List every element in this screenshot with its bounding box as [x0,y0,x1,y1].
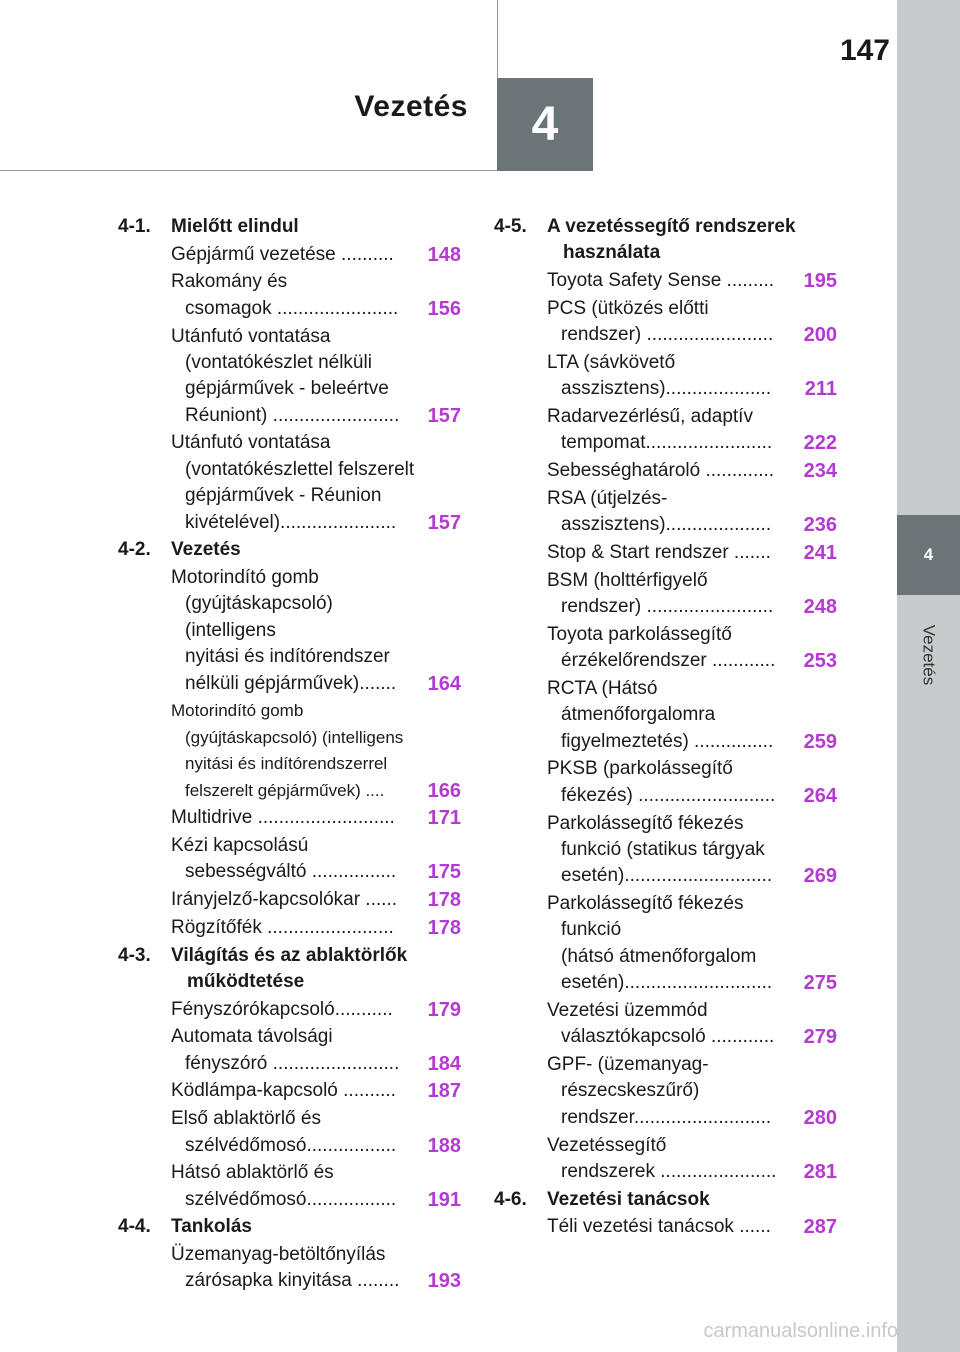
toc-entry-text: BSM (holttérfigyelő rendszer) ........................ [547,569,774,618]
toc-entry-page-link[interactable]: 179 [427,998,461,1021]
toc-right-column [494,214,837,1242]
toc-entry[interactable] [171,915,461,941]
side-tab-number[interactable]: 4 [897,515,960,595]
toc-entry[interactable] [547,1052,837,1131]
section-heading [494,1187,837,1213]
section-heading [118,1214,461,1240]
section-number: 4-1. [118,216,151,237]
toc-entry[interactable] [547,1133,837,1186]
toc-entry[interactable] [547,622,837,675]
toc-entry[interactable] [547,458,837,484]
toc-entry-page-link[interactable]: 187 [427,1080,461,1103]
header-divider-vertical [497,0,498,78]
toc-entry-page-link[interactable]: 275 [803,972,837,995]
toc-entry-text: Toyota parkolássegítő érzékelőrendszer ............ [547,623,776,672]
toc-entry[interactable] [171,1242,461,1295]
toc-entry-text: Motorindító gomb (gyújtáskapcsoló) (intelligens nyitási és indítórendszer nélküli gépjárművek)....... [171,567,397,694]
toc-entry-page-link[interactable]: 156 [427,297,461,320]
toc-entry[interactable] [171,833,461,886]
section-number: 4-5. [494,216,527,237]
section-heading [118,214,461,240]
toc-entry-text: Hátsó ablaktörlő és szélvédőmosó................. [171,1162,397,1210]
toc-entry-page-link[interactable]: 164 [427,672,461,695]
toc-entry-page-link[interactable]: 222 [803,432,837,455]
toc-entry-text: Utánfutó vontatása (vontatókészlettel felszerelt gépjárművek - Réunion kivételével)...................... [171,432,415,533]
toc-entry-page-link[interactable]: 279 [803,1026,837,1049]
toc-entry[interactable] [171,1024,461,1077]
toc-entry-page-link[interactable]: 193 [427,1270,461,1293]
toc-entry-page-link[interactable]: 191 [427,1188,461,1211]
section-heading [494,214,837,267]
toc-entry[interactable] [547,811,837,890]
section-title: Világítás és az ablaktörlők működtetése [171,944,408,992]
toc-entry-page-link[interactable]: 178 [427,889,461,912]
toc-entry[interactable] [171,565,461,697]
toc-entry-text: Utánfutó vontatása (vontatókészlet nélküli gépjárművek - beleértve Réuniont) ........................ [171,325,400,426]
toc-entry-page-link[interactable]: 269 [803,865,837,888]
toc-entry-text: Irányjelző-kapcsolókar ...... [171,889,397,911]
section-number: 4-2. [118,539,151,561]
toc-entry-text: RCTA (Hátsó átmenőforgalomra figyelmeztetés) ............... [547,677,774,752]
toc-entry-text: PKSB (parkolássegítő fékezés) .......................... [547,758,776,806]
toc-entry-page-link[interactable]: 253 [803,650,837,673]
toc-entry[interactable] [171,997,461,1023]
toc-section [494,1187,837,1241]
toc-entry-page-link[interactable]: 259 [803,730,837,753]
toc-entry-page-link[interactable]: 195 [803,270,837,293]
section-number: 4-3. [118,944,151,966]
toc-entry-page-link[interactable]: 200 [803,324,837,347]
toc-entry-text: LTA (sávkövető asszisztens).................... [547,351,772,400]
toc-entry-page-link[interactable]: 248 [803,596,837,619]
page-number: 147 [839,34,890,67]
toc-entry-text: Motorindító gomb (gyújtáskapcsoló) (intelligens nyitási és indítórendszerrel felszerelt gépjárművek) .... [171,701,404,800]
toc-entry[interactable] [547,568,837,621]
toc-entry-text: Vezetéssegítő rendszerek ...................... [547,1134,777,1182]
toc-entry-page-link[interactable]: 178 [427,916,461,939]
chapter-number-box: 4 [497,78,593,171]
section-number: 4-4. [118,1216,151,1238]
toc-entry[interactable] [547,296,837,349]
toc-entry-text: Első ablaktörlő és szélvédőmosó................. [171,1108,397,1156]
chapter-title: Vezetés [354,90,468,123]
toc-entry-page-link[interactable]: 234 [803,460,837,483]
section-title: A vezetéssegítő rendszerek használata [547,216,796,264]
toc-entry-text: Fényszórókapcsoló........... [171,998,393,1020]
toc-entry[interactable] [171,1160,461,1213]
toc-entry-page-link[interactable]: 157 [427,511,461,534]
toc-entry-text: RSA (útjelzés- asszisztens).................... [547,487,772,536]
toc-entry[interactable] [171,698,461,804]
toc-section [118,214,461,536]
toc-entry-text: Vezetési üzemmód választókapcsoló ............ [547,999,775,1048]
toc-entry-text: Ködlámpa-kapcsoló .......... [171,1080,396,1102]
toc-entry[interactable] [547,756,837,809]
side-tab-label: Vezetés [919,624,939,686]
toc-entry-page-link[interactable]: 166 [427,779,461,802]
section-number: 4-6. [494,1188,527,1210]
toc-entry-text: Radarvezérlésű, adaptív tempomat........................ [547,406,773,454]
toc-entry[interactable] [547,268,837,294]
toc-entry[interactable] [547,486,837,539]
section-title: Mielőtt elindul [171,216,299,237]
toc-entry[interactable] [547,891,837,997]
toc-entry[interactable] [171,269,461,322]
toc-left-column [118,214,461,1296]
toc-entry[interactable] [547,676,837,755]
toc-entry[interactable] [171,1078,461,1104]
toc-entry[interactable] [171,805,461,831]
toc-entry-page-link[interactable]: 188 [427,1134,461,1157]
toc-entry[interactable] [547,540,837,566]
toc-entry-text: Üzemanyag-betöltőnyílás zárósapka kinyitása ........ [171,1244,400,1292]
toc-entry-page-link[interactable]: 236 [803,514,837,537]
toc-section [118,537,461,941]
toc-entry-text: Toyota Safety Sense ......... [547,270,775,292]
toc-entry-page-link[interactable]: 287 [803,1216,837,1239]
toc-entry-text: Multidrive .......................... [171,807,395,829]
section-title: Tankolás [171,1216,252,1238]
toc-entry[interactable] [171,242,461,268]
header-divider-horizontal [0,170,497,171]
toc-entry-page-link[interactable]: 157 [427,404,461,427]
toc-entry-text: Automata távolsági fényszóró ........................ [171,1026,400,1074]
toc-entry-text: Rögzítőfék ........................ [171,916,394,938]
section-heading [118,537,461,563]
toc-entry[interactable] [547,1214,837,1240]
watermark: carmanualsonline.info [703,1320,898,1342]
toc-entry-text: GPF- (üzemanyag- részecskeszűrő) rendszer.......................... [547,1054,772,1128]
toc-entry[interactable] [171,1106,461,1159]
toc-entry-page-link[interactable]: 281 [803,1160,837,1183]
toc-entry-text: PCS (ütközés előtti rendszer) ........................ [547,297,774,346]
toc-entry[interactable] [547,998,837,1051]
toc-section [494,214,837,1185]
toc-entry-text: Gépjármű vezetése .......... [171,243,394,265]
toc-entry-page-link[interactable]: 211 [804,378,837,401]
toc-entry-page-link[interactable]: 148 [427,243,461,266]
toc-entry[interactable] [547,350,837,403]
toc-section [118,943,461,1214]
section-title: Vezetés [171,539,241,561]
toc-entry-page-link[interactable]: 175 [427,861,461,884]
toc-entry-text: Parkolássegítő fékezés funkció (hátsó átmenőforgalom esetén)............................ [547,893,773,994]
toc-entry[interactable] [171,430,461,536]
section-title: Vezetési tanácsok [547,1188,710,1210]
toc-entry[interactable] [171,324,461,430]
toc-section [118,1214,461,1295]
toc-entry-text: Parkolássegítő fékezés funkció (statikus tárgyak esetén)............................ [547,812,773,887]
toc-entry-page-link[interactable]: 264 [803,784,837,807]
toc-entry[interactable] [171,887,461,913]
toc-entry-text: Rakomány és csomagok ....................... [171,271,399,319]
toc-entry-page-link[interactable]: 241 [803,541,837,564]
toc-entry-page-link[interactable]: 184 [427,1052,461,1075]
toc-entry-text: Stop & Start rendszer ....... [547,541,771,563]
toc-entry-text: Téli vezetési tanácsok ...... [547,1216,771,1238]
toc-entry-page-link[interactable]: 280 [803,1106,837,1129]
toc-entry-text: Kézi kapcsolású sebességváltó ................ [171,835,397,883]
section-heading [118,943,461,996]
toc-entry[interactable] [547,404,837,457]
toc-entry-page-link[interactable]: 171 [427,807,461,830]
toc-entry-text: Sebességhatároló ............. [547,460,775,482]
